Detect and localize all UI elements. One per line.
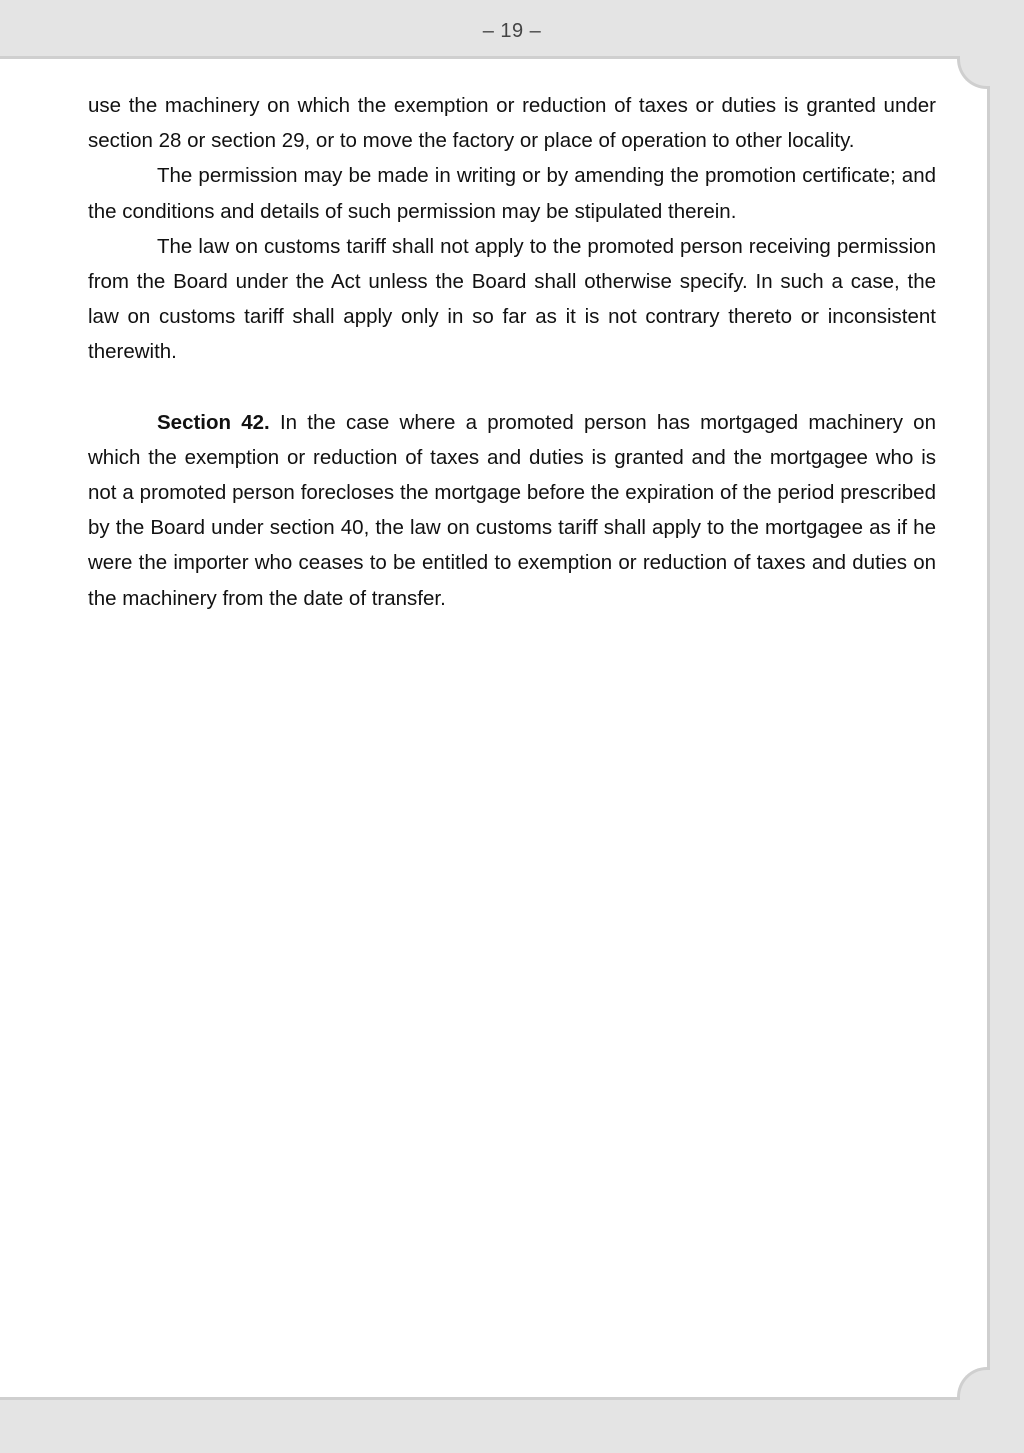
section-42-label: Section 42. bbox=[157, 410, 270, 434]
paragraph-continuation: use the machinery on which the exemption or reduction of taxes or duties is granted under section 28 or section 29, or to move the factory or place of operation to other locality. bbox=[88, 94, 936, 153]
paragraph-permission: The permission may be made in writing or by amending the promotion certificate; and the conditions and details of such permission may be stipulated therein. bbox=[88, 164, 936, 223]
paragraph-customs-tariff: The law on customs tariff shall not apply to the promoted person receiving permission from the Board under the Act unless the Board shall otherwise specify. In such a case, the law on customs tariff shall apply only in so far as it is not contrary thereto or inconsistent therewith. bbox=[88, 234, 936, 364]
section-42-text: In the case where a promoted person has mortgaged machinery on which the exemption or reduction of taxes and duties is granted and the mortgagee who is not a promoted person forecloses the mortgage before the expiration of the period prescribed by the Board under section 40, the law on customs tariff shall apply to the mortgagee as if he were the importer who ceases to be entitled to exemption or reduction of taxes and duties on the machinery from the date of transfer. bbox=[88, 410, 936, 610]
frame-corner-top bbox=[957, 56, 990, 89]
document-body bbox=[88, 88, 936, 616]
section-42-paragraph bbox=[88, 405, 936, 616]
page-number: – 19 – bbox=[482, 20, 542, 42]
frame-corner-bottom bbox=[957, 1367, 990, 1400]
